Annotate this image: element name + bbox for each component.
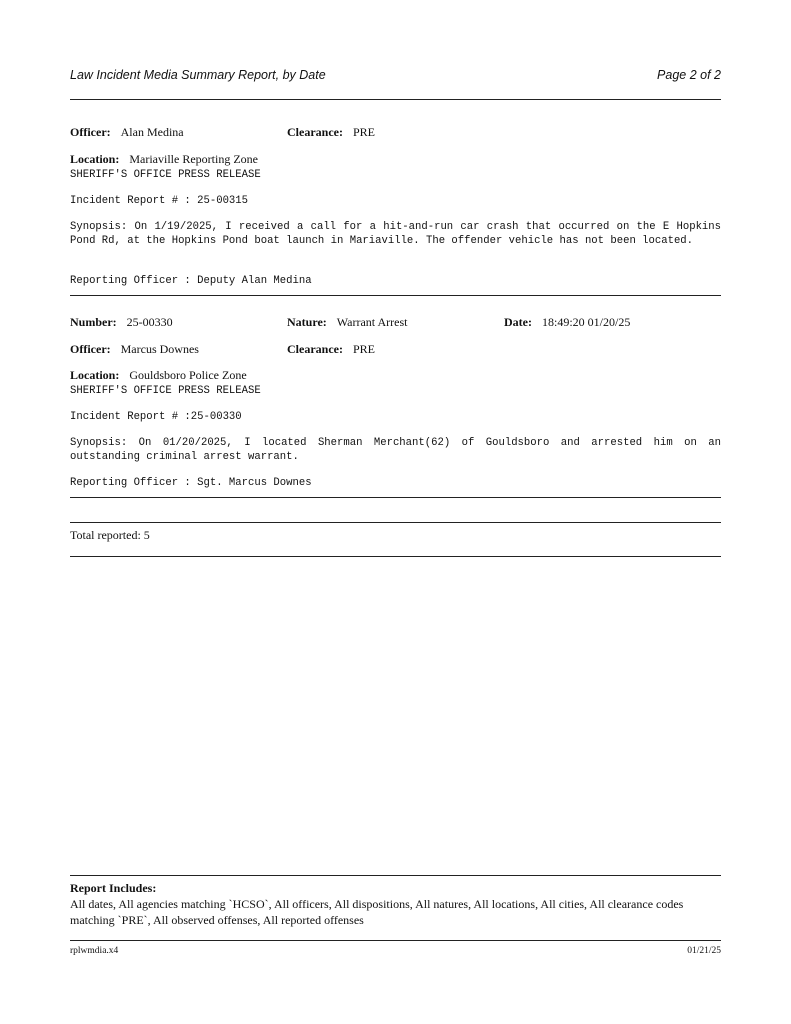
includes-divider: [70, 875, 721, 876]
total-reported: Total reported: 5: [70, 528, 150, 542]
incident-2-report-number: Incident Report # :25-00330: [70, 411, 242, 423]
incident-2-divider: [70, 497, 721, 498]
incident-1-clearance: Clearance: PRE: [287, 125, 375, 139]
report-includes-label: Report Includes:: [70, 881, 157, 895]
incident-1-location: Location: Mariaville Reporting Zone: [70, 152, 258, 166]
incident-2-synopsis: Synopsis: On 01/20/2025, I located Sherman Merchant(62) of Gouldsboro and arrested him on an outstanding criminal arrest warrant.: [70, 437, 721, 463]
incident-1-divider: [70, 295, 721, 296]
footer-divider: [70, 940, 721, 941]
incident-2-location: Location: Gouldsboro Police Zone: [70, 368, 247, 382]
footer-print-date: 01/21/25: [687, 946, 721, 956]
incident-1-officer: Officer: Alan Medina: [70, 125, 184, 139]
incident-2-officer: Officer: Marcus Downes: [70, 342, 199, 356]
totals-top-divider: [70, 522, 721, 523]
footer-report-code: rplwmdia.x4: [70, 946, 119, 956]
totals-bottom-divider: [70, 556, 721, 557]
incident-2-date: Date: 18:49:20 01/20/25: [504, 315, 631, 329]
incident-1-press-release: SHERIFF'S OFFICE PRESS RELEASE: [70, 169, 261, 181]
incident-2-number: Number: 25-00330: [70, 315, 173, 329]
header-divider: [70, 99, 721, 100]
incident-2-nature: Nature: Warrant Arrest: [287, 315, 408, 329]
page-number: Page 2 of 2: [657, 68, 721, 82]
incident-2-clearance: Clearance: PRE: [287, 342, 375, 356]
report-title: Law Incident Media Summary Report, by Date: [70, 68, 326, 82]
incident-1-report-number: Incident Report # : 25-00315: [70, 195, 249, 207]
incident-2-press-release: SHERIFF'S OFFICE PRESS RELEASE: [70, 385, 261, 397]
incident-1-reporting-officer: Reporting Officer : Deputy Alan Medina: [70, 275, 312, 287]
report-includes-text: All dates, All agencies matching `HCSO`, All officers, All dispositions, All natures, All locations, All cities, All clearance codes matching `PRE`, All observed offenses, All reported offenses: [70, 897, 684, 927]
incident-2-reporting-officer: Reporting Officer : Sgt. Marcus Downes: [70, 477, 312, 489]
incident-1-synopsis: Synopsis: On 1/19/2025, I received a call for a hit-and-run car crash that occurred on the E Hopkins Pond Rd, at the Hopkins Pond boat launch in Mariaville. The offender vehicle has not been located.: [70, 221, 721, 247]
